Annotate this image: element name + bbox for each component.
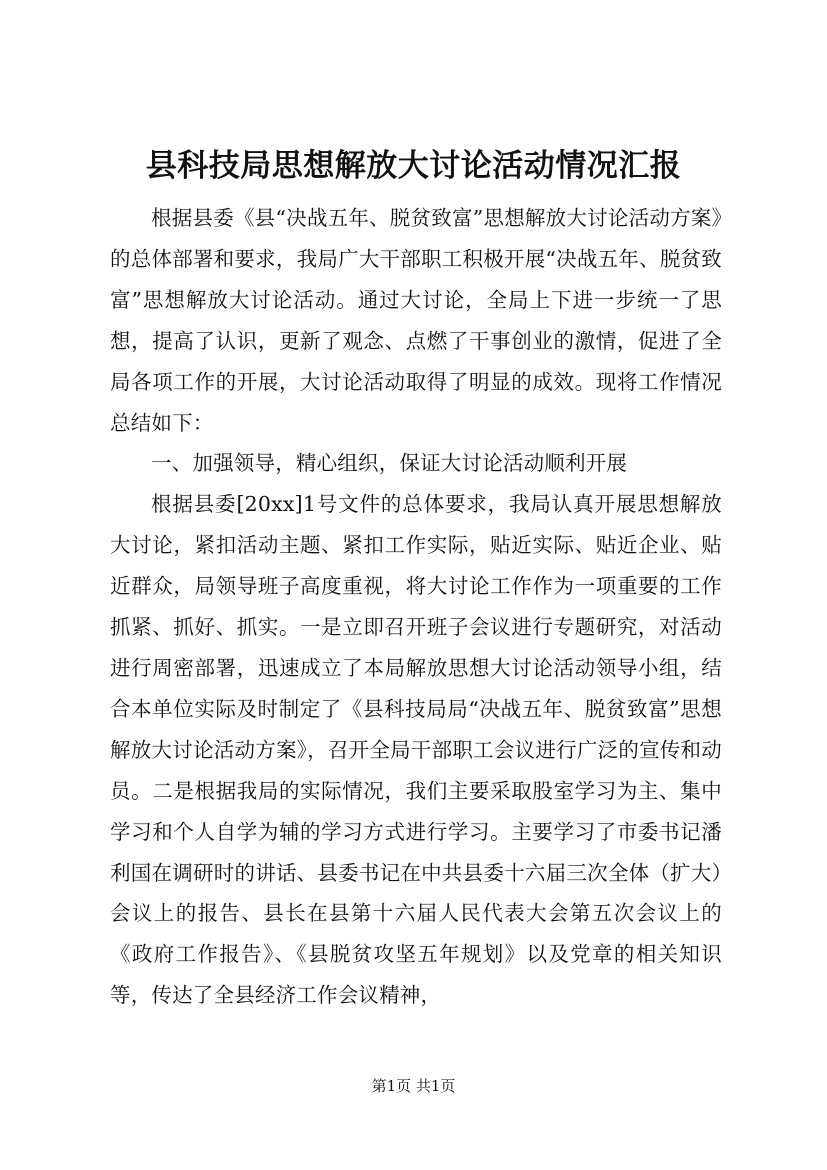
- document-body: [110, 198, 722, 1016]
- section-1-paragraph: 根据县委[20xx]1号文件的总体要求，我局认真开展思想解放大讨论，紧扣活动主题、紧扣工作实际，贴近实际、贴近企业、贴近群众，局领导班子高度重视，将大讨论工作作为一项重要的工作抓紧、抓好、抓实。一是立即召开班子会议进行专题研究，对活动进行周密部署，迅速成立了本局解放思想大讨论活动领导小组，结合本单位实际及时制定了《县科技局局“决战五年、脱贫致富”思想解放大讨论活动方案》，召开全局干部职工会议进行广泛的宣传和动员。二是根据我局的实际情况，我们主要采取股室学习为主、集中学习和个人自学为辅的学习方式进行学习。主要学习了市委书记潘利国在调研时的讲话、县委书记在中共县委十六届三次全体（扩大）会议上的报告、县长在县第十六届人民代表大会第五次会议上的《政府工作报告》、《县脱贫攻坚五年规划》以及党章的相关知识等，传达了全县经济工作会议精神，: [110, 492, 722, 1008]
- document-title: 县科技局思想解放大讨论活动情况汇报: [145, 148, 682, 184]
- section-heading-1: 一、加强领导，精心组织，保证大讨论活动顺利开展: [151, 451, 628, 476]
- intro-paragraph: 根据县委《县“决战五年、脱贫致富”思想解放大讨论活动方案》的总体部署和要求，我局广大干部职工积极开展“决战五年、脱贫致富”思想解放大讨论活动。通过大讨论，全局上下进一步统一了思想，提高了认识，更新了观念、点燃了干事创业的激情，促进了全局各项工作的开展，大讨论活动取得了明显的成效。现将工作情况总结如下：: [110, 206, 722, 435]
- page-number-footer: 第1页 共1页: [371, 1077, 456, 1095]
